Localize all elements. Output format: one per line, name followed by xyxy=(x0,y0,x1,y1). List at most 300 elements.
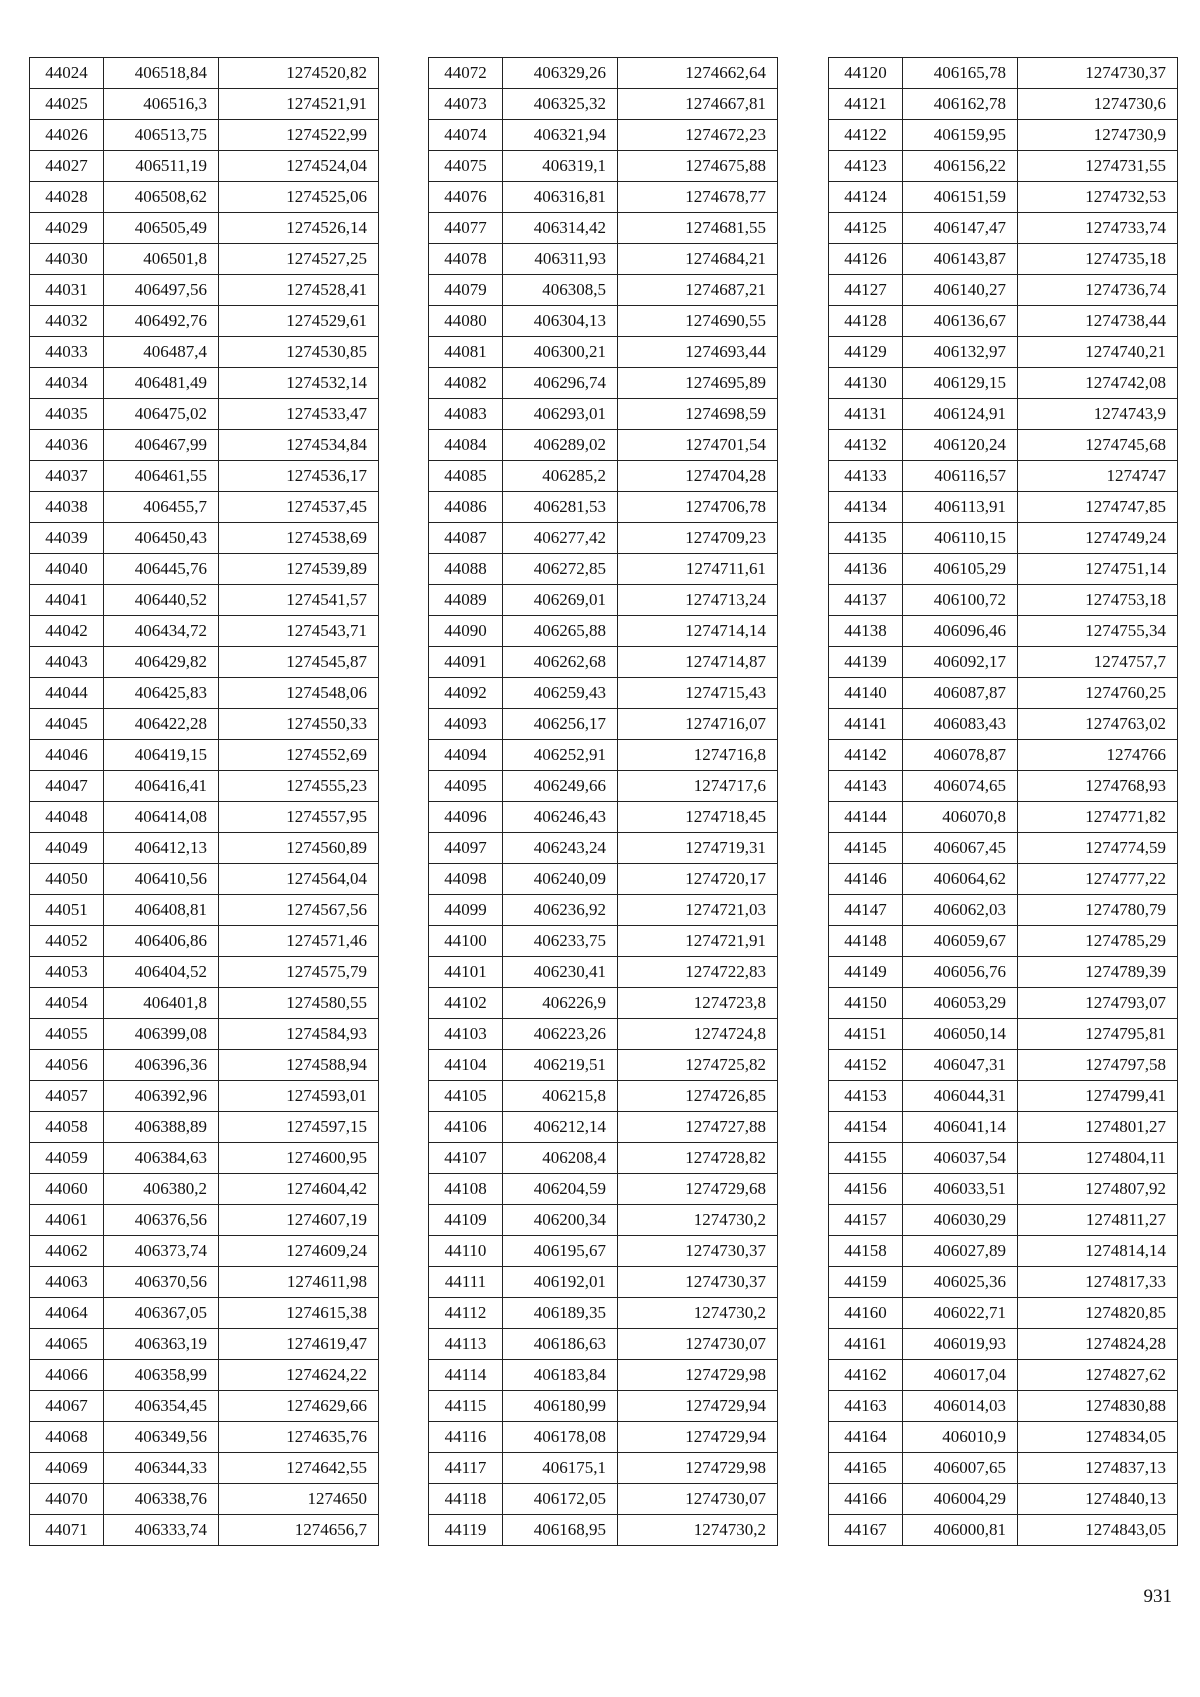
y-coordinate-cell: 1274714,87 xyxy=(618,647,778,678)
table-row xyxy=(429,58,778,89)
point-number-cell: 44048 xyxy=(30,802,104,833)
table-row xyxy=(429,1515,778,1546)
point-number-cell: 44154 xyxy=(829,1112,903,1143)
x-coordinate-cell: 406492,76 xyxy=(104,306,219,337)
y-coordinate-cell: 1274675,88 xyxy=(618,151,778,182)
y-coordinate-cell: 1274714,14 xyxy=(618,616,778,647)
y-coordinate-cell: 1274720,17 xyxy=(618,864,778,895)
y-coordinate-cell: 1274804,11 xyxy=(1018,1143,1178,1174)
table-row xyxy=(429,1453,778,1484)
point-number-cell: 44053 xyxy=(30,957,104,988)
x-coordinate-cell: 406030,29 xyxy=(903,1205,1018,1236)
y-coordinate-cell: 1274766 xyxy=(1018,740,1178,771)
x-coordinate-cell: 406064,62 xyxy=(903,864,1018,895)
y-coordinate-cell: 1274749,24 xyxy=(1018,523,1178,554)
y-coordinate-cell: 1274730,2 xyxy=(618,1515,778,1546)
table-row xyxy=(429,492,778,523)
y-coordinate-cell: 1274571,46 xyxy=(219,926,379,957)
point-number-cell: 44165 xyxy=(829,1453,903,1484)
x-coordinate-cell: 406367,05 xyxy=(104,1298,219,1329)
table-row xyxy=(30,1236,379,1267)
point-number-cell: 44036 xyxy=(30,430,104,461)
table-row xyxy=(30,275,379,306)
x-coordinate-cell: 406041,14 xyxy=(903,1112,1018,1143)
x-coordinate-cell: 406053,29 xyxy=(903,988,1018,1019)
x-coordinate-cell: 406047,31 xyxy=(903,1050,1018,1081)
y-coordinate-cell: 1274695,89 xyxy=(618,368,778,399)
x-coordinate-cell: 406412,13 xyxy=(104,833,219,864)
y-coordinate-cell: 1274724,8 xyxy=(618,1019,778,1050)
x-coordinate-cell: 406272,85 xyxy=(503,554,618,585)
x-coordinate-cell: 406186,63 xyxy=(503,1329,618,1360)
table-row xyxy=(429,1205,778,1236)
table-row xyxy=(829,678,1178,709)
table-row xyxy=(30,523,379,554)
point-number-cell: 44143 xyxy=(829,771,903,802)
point-number-cell: 44093 xyxy=(429,709,503,740)
table-row xyxy=(829,213,1178,244)
table-row xyxy=(30,678,379,709)
y-coordinate-cell: 1274830,88 xyxy=(1018,1391,1178,1422)
point-number-cell: 44029 xyxy=(30,213,104,244)
page-number: 931 xyxy=(1143,1586,1172,1607)
y-coordinate-cell: 1274704,28 xyxy=(618,461,778,492)
table-row xyxy=(829,1422,1178,1453)
table-row xyxy=(829,833,1178,864)
y-coordinate-cell: 1274607,19 xyxy=(219,1205,379,1236)
point-number-cell: 44024 xyxy=(30,58,104,89)
point-number-cell: 44042 xyxy=(30,616,104,647)
point-number-cell: 44058 xyxy=(30,1112,104,1143)
y-coordinate-cell: 1274777,22 xyxy=(1018,864,1178,895)
y-coordinate-cell: 1274530,85 xyxy=(219,337,379,368)
x-coordinate-cell: 406200,34 xyxy=(503,1205,618,1236)
y-coordinate-cell: 1274550,33 xyxy=(219,709,379,740)
point-number-cell: 44124 xyxy=(829,182,903,213)
y-coordinate-cell: 1274827,62 xyxy=(1018,1360,1178,1391)
x-coordinate-cell: 406172,05 xyxy=(503,1484,618,1515)
x-coordinate-cell: 406175,1 xyxy=(503,1453,618,1484)
table-row xyxy=(829,1050,1178,1081)
x-coordinate-cell: 406425,83 xyxy=(104,678,219,709)
table-row xyxy=(30,244,379,275)
y-coordinate-cell: 1274609,24 xyxy=(219,1236,379,1267)
x-coordinate-cell: 406219,51 xyxy=(503,1050,618,1081)
point-number-cell: 44030 xyxy=(30,244,104,275)
table-row xyxy=(429,1298,778,1329)
x-coordinate-cell: 406067,45 xyxy=(903,833,1018,864)
y-coordinate-cell: 1274525,06 xyxy=(219,182,379,213)
y-coordinate-cell: 1274709,23 xyxy=(618,523,778,554)
point-number-cell: 44096 xyxy=(429,802,503,833)
table-row xyxy=(829,895,1178,926)
y-coordinate-cell: 1274751,14 xyxy=(1018,554,1178,585)
x-coordinate-cell: 406321,94 xyxy=(503,120,618,151)
table-row xyxy=(829,709,1178,740)
point-number-cell: 44037 xyxy=(30,461,104,492)
table-row xyxy=(429,1422,778,1453)
point-number-cell: 44077 xyxy=(429,213,503,244)
point-number-cell: 44123 xyxy=(829,151,903,182)
x-coordinate-cell: 406349,56 xyxy=(104,1422,219,1453)
x-coordinate-cell: 406408,81 xyxy=(104,895,219,926)
y-coordinate-cell: 1274742,08 xyxy=(1018,368,1178,399)
x-coordinate-cell: 406215,8 xyxy=(503,1081,618,1112)
x-coordinate-cell: 406143,87 xyxy=(903,244,1018,275)
x-coordinate-cell: 406226,9 xyxy=(503,988,618,1019)
table-row xyxy=(829,1174,1178,1205)
y-coordinate-cell: 1274801,27 xyxy=(1018,1112,1178,1143)
table-row xyxy=(829,1484,1178,1515)
y-coordinate-cell: 1274726,85 xyxy=(618,1081,778,1112)
x-coordinate-cell: 406388,89 xyxy=(104,1112,219,1143)
y-coordinate-cell: 1274684,21 xyxy=(618,244,778,275)
y-coordinate-cell: 1274537,45 xyxy=(219,492,379,523)
point-number-cell: 44040 xyxy=(30,554,104,585)
y-coordinate-cell: 1274667,81 xyxy=(618,89,778,120)
point-number-cell: 44135 xyxy=(829,523,903,554)
point-number-cell: 44086 xyxy=(429,492,503,523)
table-row xyxy=(829,1112,1178,1143)
x-coordinate-cell: 406513,75 xyxy=(104,120,219,151)
x-coordinate-cell: 406132,97 xyxy=(903,337,1018,368)
y-coordinate-cell: 1274521,91 xyxy=(219,89,379,120)
point-number-cell: 44028 xyxy=(30,182,104,213)
table-row xyxy=(829,1267,1178,1298)
point-number-cell: 44049 xyxy=(30,833,104,864)
table-row xyxy=(30,1205,379,1236)
y-coordinate-cell: 1274721,03 xyxy=(618,895,778,926)
x-coordinate-cell: 406467,99 xyxy=(104,430,219,461)
table-row xyxy=(429,1391,778,1422)
x-coordinate-cell: 406508,62 xyxy=(104,182,219,213)
point-number-cell: 44106 xyxy=(429,1112,503,1143)
point-number-cell: 44062 xyxy=(30,1236,104,1267)
table-row xyxy=(429,771,778,802)
y-coordinate-cell: 1274716,8 xyxy=(618,740,778,771)
point-number-cell: 44100 xyxy=(429,926,503,957)
table-row xyxy=(429,802,778,833)
x-coordinate-cell: 406252,91 xyxy=(503,740,618,771)
point-number-cell: 44050 xyxy=(30,864,104,895)
point-number-cell: 44046 xyxy=(30,740,104,771)
point-number-cell: 44136 xyxy=(829,554,903,585)
point-number-cell: 44110 xyxy=(429,1236,503,1267)
x-coordinate-cell: 406243,24 xyxy=(503,833,618,864)
x-coordinate-cell: 406074,65 xyxy=(903,771,1018,802)
point-number-cell: 44035 xyxy=(30,399,104,430)
table-row xyxy=(30,554,379,585)
x-coordinate-cell: 406434,72 xyxy=(104,616,219,647)
x-coordinate-cell: 406461,55 xyxy=(104,461,219,492)
x-coordinate-cell: 406070,8 xyxy=(903,802,1018,833)
x-coordinate-cell: 406025,36 xyxy=(903,1267,1018,1298)
x-coordinate-cell: 406240,09 xyxy=(503,864,618,895)
point-number-cell: 44089 xyxy=(429,585,503,616)
point-number-cell: 44072 xyxy=(429,58,503,89)
x-coordinate-cell: 406410,56 xyxy=(104,864,219,895)
x-coordinate-cell: 406092,17 xyxy=(903,647,1018,678)
table-row xyxy=(829,1329,1178,1360)
table-row xyxy=(829,1515,1178,1546)
point-number-cell: 44033 xyxy=(30,337,104,368)
y-coordinate-cell: 1274629,66 xyxy=(219,1391,379,1422)
table-row xyxy=(30,1329,379,1360)
y-coordinate-cell: 1274730,37 xyxy=(618,1267,778,1298)
table-row xyxy=(429,647,778,678)
x-coordinate-cell: 406078,87 xyxy=(903,740,1018,771)
y-coordinate-cell: 1274611,98 xyxy=(219,1267,379,1298)
table-row xyxy=(829,926,1178,957)
point-number-cell: 44097 xyxy=(429,833,503,864)
x-coordinate-cell: 406414,08 xyxy=(104,802,219,833)
table-row xyxy=(829,1453,1178,1484)
x-coordinate-cell: 406392,96 xyxy=(104,1081,219,1112)
x-coordinate-cell: 406380,2 xyxy=(104,1174,219,1205)
x-coordinate-cell: 406004,29 xyxy=(903,1484,1018,1515)
y-coordinate-cell: 1274747,85 xyxy=(1018,492,1178,523)
x-coordinate-cell: 406518,84 xyxy=(104,58,219,89)
y-coordinate-cell: 1274650 xyxy=(219,1484,379,1515)
x-coordinate-cell: 406056,76 xyxy=(903,957,1018,988)
point-number-cell: 44139 xyxy=(829,647,903,678)
x-coordinate-cell: 406370,56 xyxy=(104,1267,219,1298)
table-row xyxy=(429,430,778,461)
table-row xyxy=(30,585,379,616)
x-coordinate-cell: 406300,21 xyxy=(503,337,618,368)
x-coordinate-cell: 406037,54 xyxy=(903,1143,1018,1174)
y-coordinate-cell: 1274730,37 xyxy=(618,1236,778,1267)
x-coordinate-cell: 406505,49 xyxy=(104,213,219,244)
point-number-cell: 44055 xyxy=(30,1019,104,1050)
coordinate-table-1 xyxy=(29,57,379,1546)
y-coordinate-cell: 1274725,82 xyxy=(618,1050,778,1081)
y-coordinate-cell: 1274527,25 xyxy=(219,244,379,275)
y-coordinate-cell: 1274745,68 xyxy=(1018,430,1178,461)
table-row xyxy=(30,926,379,957)
table-row xyxy=(829,337,1178,368)
x-coordinate-cell: 406249,66 xyxy=(503,771,618,802)
point-number-cell: 44146 xyxy=(829,864,903,895)
y-coordinate-cell: 1274672,23 xyxy=(618,120,778,151)
x-coordinate-cell: 406113,91 xyxy=(903,492,1018,523)
y-coordinate-cell: 1274624,22 xyxy=(219,1360,379,1391)
table-row xyxy=(429,678,778,709)
point-number-cell: 44045 xyxy=(30,709,104,740)
y-coordinate-cell: 1274690,55 xyxy=(618,306,778,337)
point-number-cell: 44102 xyxy=(429,988,503,1019)
table-body xyxy=(829,58,1178,1546)
x-coordinate-cell: 406129,15 xyxy=(903,368,1018,399)
x-coordinate-cell: 406010,9 xyxy=(903,1422,1018,1453)
table-row xyxy=(829,368,1178,399)
x-coordinate-cell: 406059,67 xyxy=(903,926,1018,957)
point-number-cell: 44092 xyxy=(429,678,503,709)
point-number-cell: 44112 xyxy=(429,1298,503,1329)
table-row xyxy=(30,182,379,213)
table-row xyxy=(30,864,379,895)
table-row xyxy=(429,182,778,213)
y-coordinate-cell: 1274811,27 xyxy=(1018,1205,1178,1236)
point-number-cell: 44153 xyxy=(829,1081,903,1112)
table-row xyxy=(829,89,1178,120)
table-row xyxy=(829,1360,1178,1391)
x-coordinate-cell: 406445,76 xyxy=(104,554,219,585)
y-coordinate-cell: 1274814,14 xyxy=(1018,1236,1178,1267)
x-coordinate-cell: 406147,47 xyxy=(903,213,1018,244)
x-coordinate-cell: 406110,15 xyxy=(903,523,1018,554)
x-coordinate-cell: 406277,42 xyxy=(503,523,618,554)
y-coordinate-cell: 1274718,45 xyxy=(618,802,778,833)
point-number-cell: 44039 xyxy=(30,523,104,554)
coordinate-table-3 xyxy=(828,57,1178,1546)
y-coordinate-cell: 1274552,69 xyxy=(219,740,379,771)
table-row xyxy=(30,957,379,988)
y-coordinate-cell: 1274533,47 xyxy=(219,399,379,430)
table-row xyxy=(829,151,1178,182)
y-coordinate-cell: 1274738,44 xyxy=(1018,306,1178,337)
point-number-cell: 44065 xyxy=(30,1329,104,1360)
table-row xyxy=(829,523,1178,554)
table-row xyxy=(30,709,379,740)
point-number-cell: 44128 xyxy=(829,306,903,337)
table-row xyxy=(429,275,778,306)
table-row xyxy=(829,1205,1178,1236)
point-number-cell: 44066 xyxy=(30,1360,104,1391)
x-coordinate-cell: 406124,91 xyxy=(903,399,1018,430)
table-row xyxy=(30,1081,379,1112)
x-coordinate-cell: 406096,46 xyxy=(903,616,1018,647)
point-number-cell: 44127 xyxy=(829,275,903,306)
y-coordinate-cell: 1274763,02 xyxy=(1018,709,1178,740)
y-coordinate-cell: 1274730,07 xyxy=(618,1484,778,1515)
point-number-cell: 44060 xyxy=(30,1174,104,1205)
table-row xyxy=(429,368,778,399)
point-number-cell: 44151 xyxy=(829,1019,903,1050)
table-row xyxy=(30,771,379,802)
table-row xyxy=(829,461,1178,492)
x-coordinate-cell: 406314,42 xyxy=(503,213,618,244)
point-number-cell: 44068 xyxy=(30,1422,104,1453)
point-number-cell: 44107 xyxy=(429,1143,503,1174)
point-number-cell: 44027 xyxy=(30,151,104,182)
point-number-cell: 44059 xyxy=(30,1143,104,1174)
x-coordinate-cell: 406165,78 xyxy=(903,58,1018,89)
table-row xyxy=(429,89,778,120)
x-coordinate-cell: 406329,26 xyxy=(503,58,618,89)
table-row xyxy=(30,895,379,926)
y-coordinate-cell: 1274600,95 xyxy=(219,1143,379,1174)
point-number-cell: 44085 xyxy=(429,461,503,492)
table-row xyxy=(429,1484,778,1515)
table-row xyxy=(829,554,1178,585)
point-number-cell: 44081 xyxy=(429,337,503,368)
y-coordinate-cell: 1274731,55 xyxy=(1018,151,1178,182)
point-number-cell: 44113 xyxy=(429,1329,503,1360)
table-row xyxy=(429,1081,778,1112)
x-coordinate-cell: 406384,63 xyxy=(104,1143,219,1174)
y-coordinate-cell: 1274539,89 xyxy=(219,554,379,585)
y-coordinate-cell: 1274824,28 xyxy=(1018,1329,1178,1360)
x-coordinate-cell: 406017,04 xyxy=(903,1360,1018,1391)
y-coordinate-cell: 1274615,38 xyxy=(219,1298,379,1329)
x-coordinate-cell: 406189,35 xyxy=(503,1298,618,1329)
table-row xyxy=(829,1143,1178,1174)
point-number-cell: 44099 xyxy=(429,895,503,926)
point-number-cell: 44044 xyxy=(30,678,104,709)
x-coordinate-cell: 406156,22 xyxy=(903,151,1018,182)
x-coordinate-cell: 406501,8 xyxy=(104,244,219,275)
table-row xyxy=(30,492,379,523)
point-number-cell: 44041 xyxy=(30,585,104,616)
x-coordinate-cell: 406293,01 xyxy=(503,399,618,430)
table-row xyxy=(429,1267,778,1298)
y-coordinate-cell: 1274715,43 xyxy=(618,678,778,709)
x-coordinate-cell: 406475,02 xyxy=(104,399,219,430)
y-coordinate-cell: 1274820,85 xyxy=(1018,1298,1178,1329)
table-row xyxy=(429,306,778,337)
y-coordinate-cell: 1274843,05 xyxy=(1018,1515,1178,1546)
point-number-cell: 44051 xyxy=(30,895,104,926)
x-coordinate-cell: 406373,74 xyxy=(104,1236,219,1267)
x-coordinate-cell: 406116,57 xyxy=(903,461,1018,492)
y-coordinate-cell: 1274619,47 xyxy=(219,1329,379,1360)
x-coordinate-cell: 406354,45 xyxy=(104,1391,219,1422)
point-number-cell: 44087 xyxy=(429,523,503,554)
point-number-cell: 44095 xyxy=(429,771,503,802)
point-number-cell: 44108 xyxy=(429,1174,503,1205)
table-row xyxy=(429,926,778,957)
x-coordinate-cell: 406259,43 xyxy=(503,678,618,709)
point-number-cell: 44155 xyxy=(829,1143,903,1174)
y-coordinate-cell: 1274771,82 xyxy=(1018,802,1178,833)
table-row xyxy=(30,1515,379,1546)
x-coordinate-cell: 406396,36 xyxy=(104,1050,219,1081)
point-number-cell: 44148 xyxy=(829,926,903,957)
point-number-cell: 44031 xyxy=(30,275,104,306)
table-row xyxy=(829,957,1178,988)
point-number-cell: 44084 xyxy=(429,430,503,461)
table-row xyxy=(30,213,379,244)
y-coordinate-cell: 1274693,44 xyxy=(618,337,778,368)
table-row xyxy=(30,430,379,461)
point-number-cell: 44057 xyxy=(30,1081,104,1112)
table-row xyxy=(429,988,778,1019)
x-coordinate-cell: 406304,13 xyxy=(503,306,618,337)
y-coordinate-cell: 1274721,91 xyxy=(618,926,778,957)
y-coordinate-cell: 1274780,79 xyxy=(1018,895,1178,926)
point-number-cell: 44038 xyxy=(30,492,104,523)
y-coordinate-cell: 1274698,59 xyxy=(618,399,778,430)
table-row xyxy=(30,1143,379,1174)
table-row xyxy=(429,151,778,182)
x-coordinate-cell: 406007,65 xyxy=(903,1453,1018,1484)
table-row xyxy=(429,1112,778,1143)
table-row xyxy=(829,399,1178,430)
y-coordinate-cell: 1274729,68 xyxy=(618,1174,778,1205)
x-coordinate-cell: 406406,86 xyxy=(104,926,219,957)
y-coordinate-cell: 1274719,31 xyxy=(618,833,778,864)
point-number-cell: 44157 xyxy=(829,1205,903,1236)
point-number-cell: 44141 xyxy=(829,709,903,740)
table-row xyxy=(829,616,1178,647)
x-coordinate-cell: 406311,93 xyxy=(503,244,618,275)
table-row xyxy=(429,585,778,616)
point-number-cell: 44158 xyxy=(829,1236,903,1267)
table-row xyxy=(30,802,379,833)
y-coordinate-cell: 1274793,07 xyxy=(1018,988,1178,1019)
point-number-cell: 44161 xyxy=(829,1329,903,1360)
